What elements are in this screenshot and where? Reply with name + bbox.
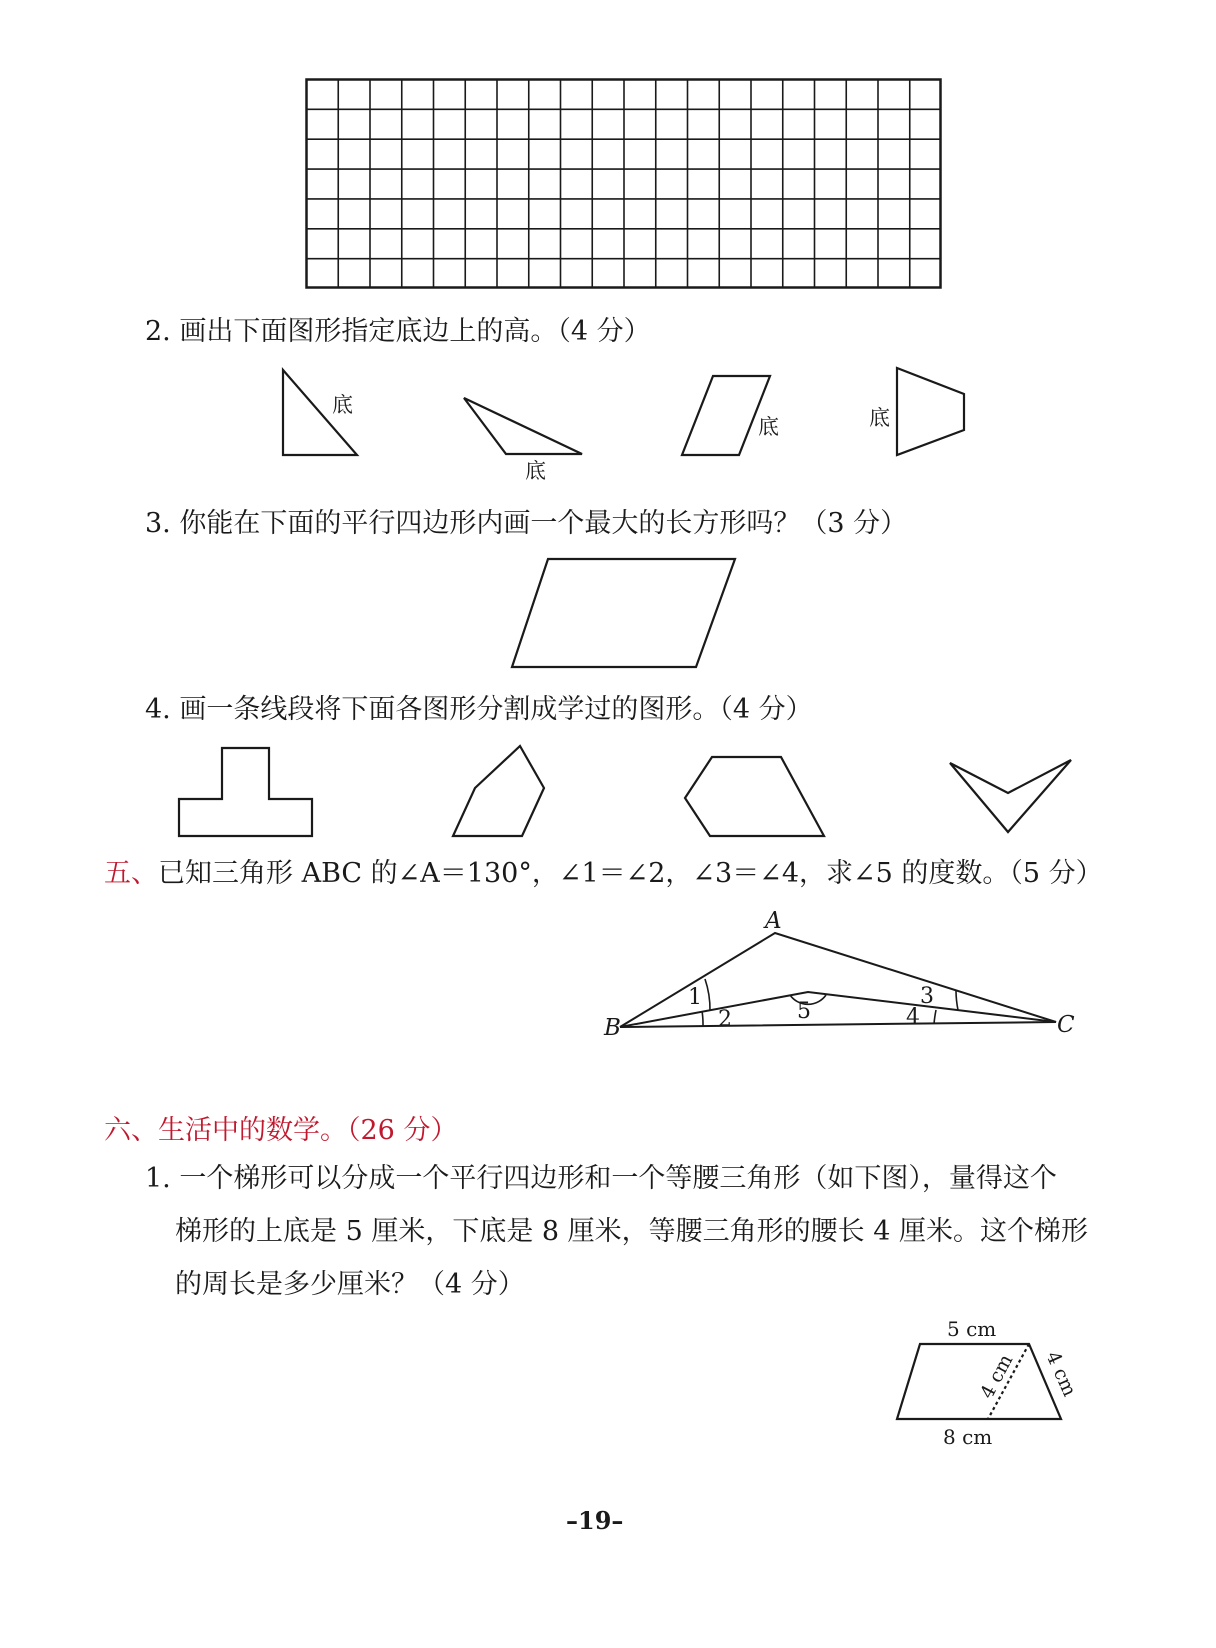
- parallelogram-base-label: 底: [758, 415, 779, 439]
- drawing-grid: [305, 78, 943, 290]
- angle-4-label: 4: [906, 1005, 920, 1030]
- t-shape: [179, 748, 312, 836]
- parallelogram-shape: [682, 376, 770, 455]
- question-3-text: 3. 你能在下面的平行四边形内画一个最大的长方形吗？（3 分）: [145, 508, 908, 539]
- page-number: –19–: [566, 1506, 624, 1535]
- s6-q1-line1: 1. 一个梯形可以分成一个平行四边形和一个等腰三角形（如下图），量得这个: [145, 1163, 1057, 1194]
- angle-1-label: 1: [688, 985, 702, 1010]
- section-5-text: 已知三角形 ABC 的∠A＝130°，∠1＝∠2，∠3＝∠4，求∠5 的度数。（5 分）: [158, 858, 1103, 889]
- section-6-title: 六、生活中的数学。（26 分）: [104, 1115, 458, 1146]
- triangle-abc-diagram: [590, 900, 1090, 1045]
- section-5-number: 五、: [104, 858, 158, 889]
- s6-q1-line2: 梯形的上底是 5 厘米，下底是 8 厘米，等腰三角形的腰长 4 厘米。这个梯形: [175, 1216, 1089, 1247]
- q3-parallelogram: [505, 550, 745, 675]
- q2-shapes: [270, 360, 980, 490]
- section-5-heading: [104, 858, 1103, 890]
- vertex-b-label: B: [604, 1015, 621, 1041]
- top-base-label: 5 cm: [947, 1317, 997, 1341]
- obtuse-triangle-shape: [464, 398, 582, 454]
- trapezoid-diagram: [885, 1308, 1085, 1458]
- vertex-c-label: C: [1057, 1012, 1075, 1038]
- triangle1-base-label: 底: [332, 393, 353, 417]
- bottom-base-label: 8 cm: [943, 1425, 993, 1449]
- trapezoid-shape: [897, 368, 964, 455]
- angle-5-label: 5: [797, 999, 811, 1024]
- q4-shapes: [170, 740, 1080, 845]
- question-4-text: 4. 画一条线段将下面各图形分割成学过的图形。（4 分）: [145, 694, 813, 725]
- inner-side-label: 4 cm: [975, 1350, 1018, 1403]
- question-2-text: 2. 画出下面图形指定底边上的高。（4 分）: [145, 316, 651, 347]
- angle-3-label: 3: [920, 984, 934, 1009]
- arrowhead-shape: [950, 760, 1071, 832]
- triangle2-base-label: 底: [525, 459, 546, 483]
- angle-2-label: 2: [718, 1007, 732, 1032]
- trapezoid-base-label: 底: [869, 406, 890, 430]
- outer-side-label: 4 cm: [1041, 1348, 1081, 1400]
- s6-q1-line3: 的周长是多少厘米？（4 分）: [175, 1269, 525, 1300]
- pentagon-shape: [453, 746, 544, 836]
- vertex-a-label: A: [765, 908, 782, 934]
- quadrilateral-shape: [685, 757, 824, 836]
